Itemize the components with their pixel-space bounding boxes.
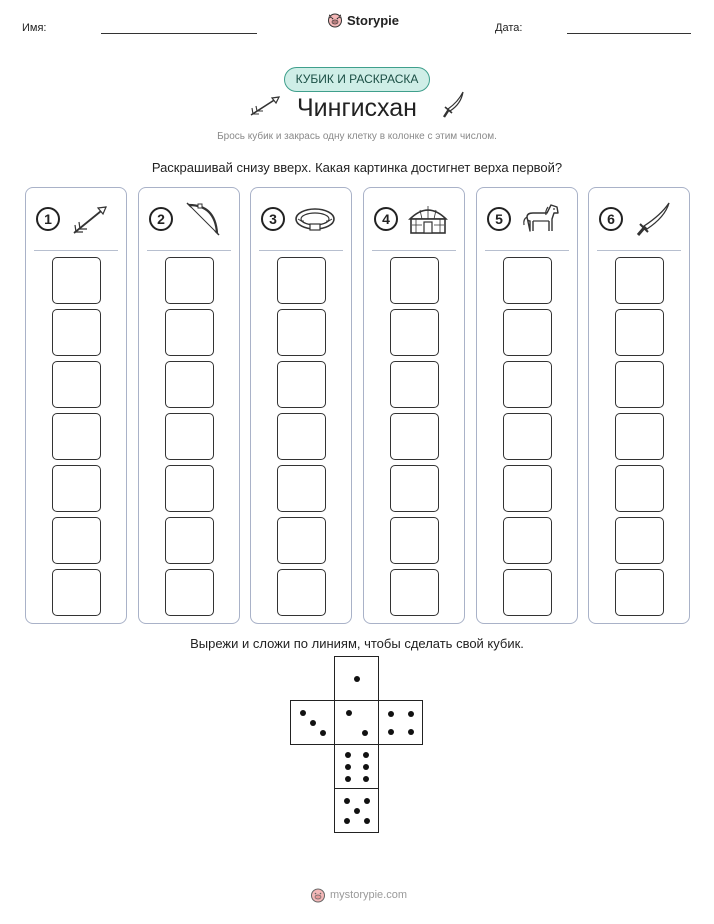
color-cell[interactable] (390, 413, 439, 460)
color-cell[interactable] (277, 361, 326, 408)
column-divider (34, 250, 118, 251)
pip (363, 764, 369, 770)
color-cell[interactable] (52, 517, 101, 564)
color-cell[interactable] (277, 413, 326, 460)
pip (363, 776, 369, 782)
color-cell[interactable] (615, 361, 664, 408)
column-header (589, 188, 689, 250)
pip (300, 710, 306, 716)
footer-url[interactable]: mystorypie.com (330, 889, 408, 901)
dice-column-1 (25, 187, 127, 624)
cube-face-3 (334, 700, 379, 745)
color-cell[interactable] (52, 413, 101, 460)
column-divider (372, 250, 456, 251)
color-cell[interactable] (503, 309, 552, 356)
color-cell[interactable] (277, 569, 326, 616)
color-cell[interactable] (390, 517, 439, 564)
color-cell[interactable] (52, 569, 101, 616)
column-number: 5 (487, 207, 511, 231)
dice-column-6 (588, 187, 690, 624)
column-number: 2 (149, 207, 173, 231)
column-header (251, 188, 351, 250)
yurt-icon (406, 199, 450, 239)
pip (345, 764, 351, 770)
belt-icon (293, 199, 337, 239)
color-cell[interactable] (615, 413, 664, 460)
column-header (477, 188, 577, 250)
pip (320, 730, 326, 736)
color-cell[interactable] (165, 257, 214, 304)
color-cell[interactable] (52, 309, 101, 356)
color-cell[interactable] (615, 465, 664, 512)
pip (364, 818, 370, 824)
horse-icon (519, 199, 563, 239)
pip (408, 711, 414, 717)
pip (364, 798, 370, 804)
cube-face-6 (334, 788, 379, 833)
pip (362, 730, 368, 736)
dice-column-2 (138, 187, 240, 624)
column-header (364, 188, 464, 250)
dice-column-3 (250, 187, 352, 624)
color-cell[interactable] (503, 257, 552, 304)
column-divider (147, 250, 231, 251)
pip (354, 808, 360, 814)
bow-icon (181, 199, 225, 239)
pip (346, 710, 352, 716)
footer (310, 887, 407, 903)
color-cell[interactable] (277, 257, 326, 304)
pip (345, 752, 351, 758)
color-cell[interactable] (390, 569, 439, 616)
color-cell[interactable] (503, 569, 552, 616)
cube-instruction: Вырежи и сложи по линиям, чтобы сделать свой кубик. (190, 636, 524, 651)
saber-decoration-icon (441, 90, 467, 120)
pig-mascot-icon (310, 887, 326, 903)
column-divider (597, 250, 681, 251)
column-divider (259, 250, 343, 251)
color-cell[interactable] (503, 413, 552, 460)
dice-column-4 (363, 187, 465, 624)
pip (388, 711, 394, 717)
column-header (139, 188, 239, 250)
name-label: Имя: (22, 22, 47, 34)
category-pill: КУБИК И РАСКРАСКА (284, 67, 430, 92)
color-cell[interactable] (165, 309, 214, 356)
brand-name: Storypie (347, 12, 400, 28)
color-cell[interactable] (503, 465, 552, 512)
pip (310, 720, 316, 726)
color-cell[interactable] (390, 361, 439, 408)
color-cell[interactable] (277, 309, 326, 356)
color-cell[interactable] (52, 361, 101, 408)
cube-face-2 (290, 700, 335, 745)
color-cell[interactable] (390, 465, 439, 512)
name-field-line[interactable] (101, 33, 257, 34)
color-cell[interactable] (165, 413, 214, 460)
column-number: 4 (374, 207, 398, 231)
page-title: Чингисхан (297, 94, 417, 122)
column-header (26, 188, 126, 250)
arrow-icon (68, 199, 112, 239)
pip (388, 729, 394, 735)
pip (344, 818, 350, 824)
pip (345, 776, 351, 782)
color-cell[interactable] (165, 517, 214, 564)
color-cell[interactable] (615, 309, 664, 356)
color-cell[interactable] (503, 361, 552, 408)
color-cell[interactable] (390, 309, 439, 356)
date-field-line[interactable] (567, 33, 691, 34)
color-cell[interactable] (52, 465, 101, 512)
color-cell[interactable] (165, 465, 214, 512)
pip (363, 752, 369, 758)
pip (344, 798, 350, 804)
color-cell[interactable] (615, 569, 664, 616)
cube-face-1 (334, 656, 379, 701)
cube-face-5 (334, 744, 379, 789)
cube-face-4 (378, 700, 423, 745)
instruction: Раскрашивай снизу вверх. Какая картинка достигнет верха первой? (151, 160, 563, 175)
color-cell[interactable] (277, 517, 326, 564)
dice-column-5 (476, 187, 578, 624)
color-cell[interactable] (165, 361, 214, 408)
color-cell[interactable] (390, 257, 439, 304)
brand-logo (327, 12, 399, 28)
subtitle: Брось кубик и закрась одну клетку в колонке с этим числом. (217, 131, 497, 142)
column-number: 1 (36, 207, 60, 231)
column-number: 3 (261, 207, 285, 231)
column-divider (485, 250, 569, 251)
pig-mascot-icon (327, 12, 343, 28)
column-number: 6 (599, 207, 623, 231)
color-cell[interactable] (52, 257, 101, 304)
date-label: Дата: (495, 22, 523, 34)
color-cell[interactable] (277, 465, 326, 512)
color-cell[interactable] (615, 517, 664, 564)
pip (354, 676, 360, 682)
pip (408, 729, 414, 735)
color-cell[interactable] (503, 517, 552, 564)
color-cell[interactable] (615, 257, 664, 304)
saber-icon (631, 199, 675, 239)
color-cell[interactable] (165, 569, 214, 616)
